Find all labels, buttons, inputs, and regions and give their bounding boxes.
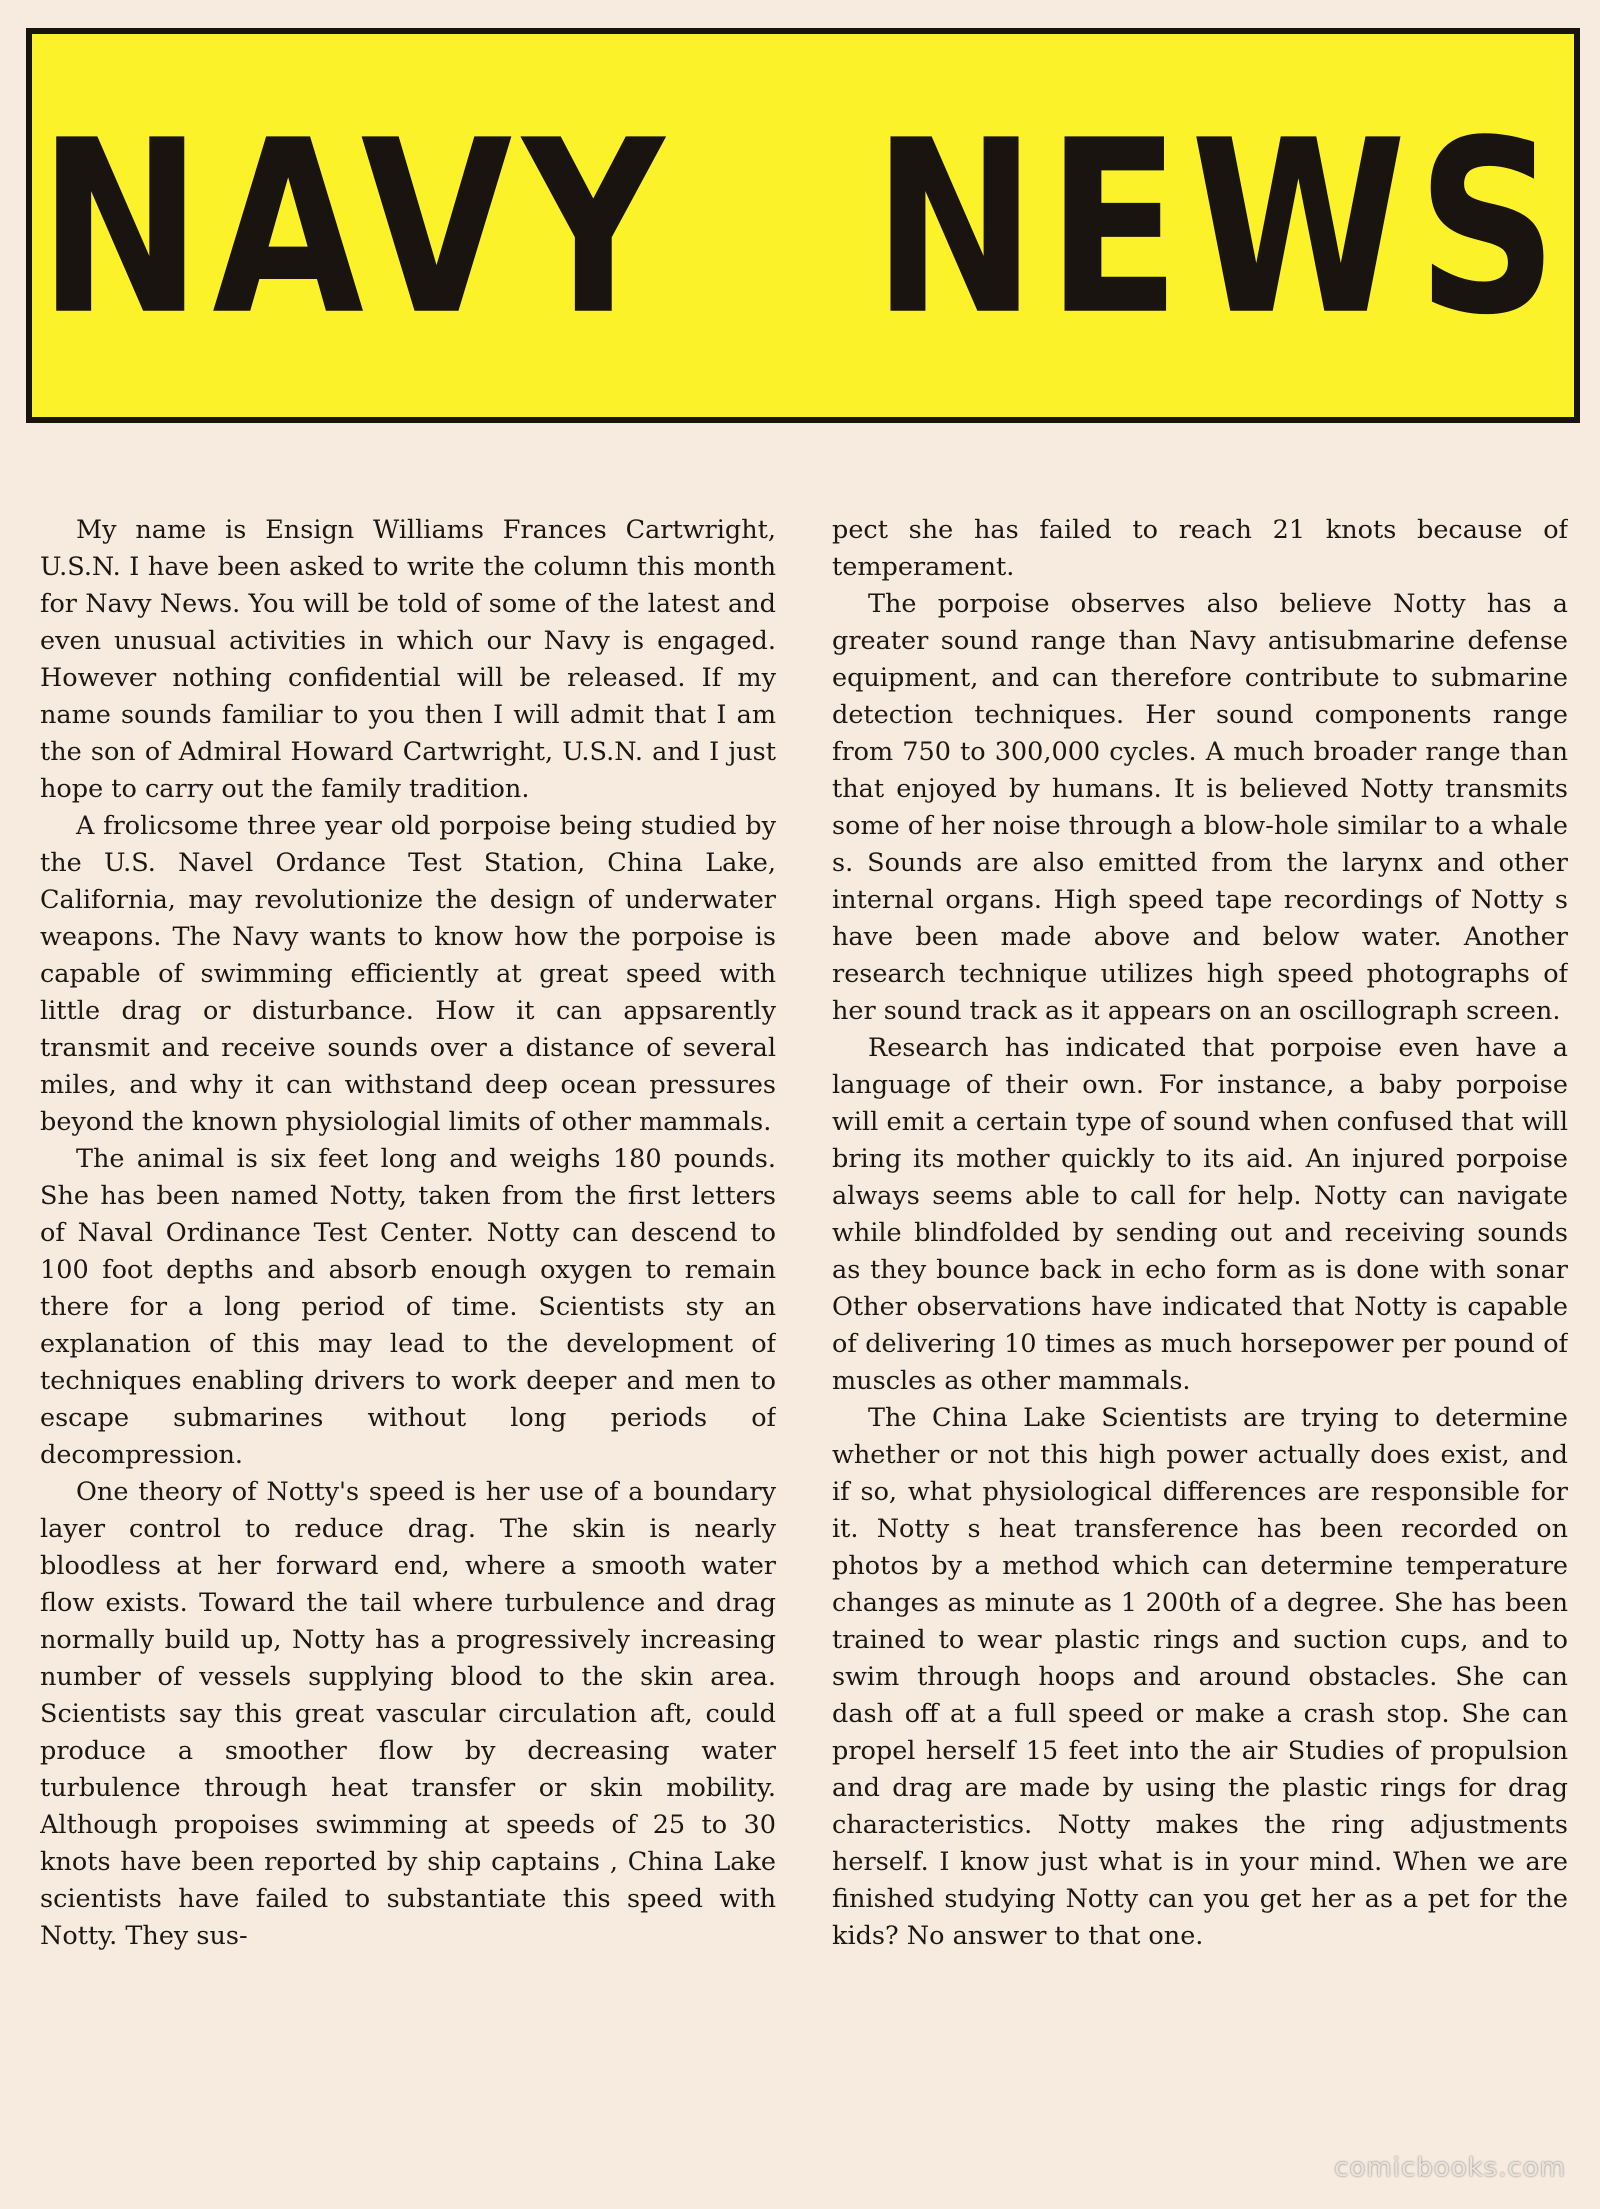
article-column-left: [40, 512, 776, 2172]
paragraph: Research has indicated that porpoise even have a language of their own. For instance, a baby porpoise will emit a certain type of sound when confused that will bring its mother quickly to its aid. An injured porpoise always seems able to call for help. Notty can navigate while blindfolded by sending out and receiving sounds as they bounce back in echo form as is done with sonar Other observations have indicated that Notty is capable of delivering 10 times as much horsepower per pound of muscles as other mammals.: [832, 1033, 1568, 1396]
article-column-right: [832, 512, 1568, 2172]
paragraph: The porpoise observes also believe Notty has a greater sound range than Navy antisubmarine defense equipment, and can therefore contribute to submarine detection techniques. Her sound components range from 750 to 300,000 cycles. A much broader range than that enjoyed by humans. It is believed Notty transmits some of her noise through a blow-hole similar to a whale s. Sounds are also emitted from the larynx and other internal organs. High speed tape recordings of Notty s have been made above and below water. Another research technique utilizes high speed photographs of her sound track as it appears on an oscillograph screen.: [832, 589, 1568, 1026]
paragraph: pect she has failed to reach 21 knots because of temperament.: [832, 515, 1568, 582]
page-title: NAVY NEWS: [38, 89, 1568, 368]
paragraph: The China Lake Scientists are trying to determine whether or not this high power actually does exist, and if so, what physiological differences are responsible for it. Notty s heat transference has been recorded on photos by a method which can determine temperature changes as minute as 1 200th of a degree. She has been trained to wear plastic rings and suction cups, and to swim through hoops and around obstacles. She can dash off at a full speed or make a crash stop. She can propel herself 15 feet into the air Studies of propulsion and drag are made by using the plastic rings for drag characteristics. Notty makes the ring adjustments herself. I know just what is in your mind. When we are finished studying Notty can you get her as a pet for the kids? No answer to that one.: [832, 1403, 1568, 1951]
paragraph: The animal is six feet long and weighs 180 pounds. She has been named Notty, taken from the first letters of Naval Ordinance Test Center. Notty can descend to 100 foot depths and absorb enough oxygen to remain there for a long period of time. Scientists sty an explanation of this may lead to the development of techniques enabling drivers to work deeper and men to escape submarines without long periods of decompression.: [40, 1144, 776, 1470]
article-body: [40, 512, 1568, 2172]
paragraph: My name is Ensign Williams Frances Cartwright, U.S.N. I have been asked to write the column this month for Navy News. You will be told of some of the latest and even unusual activities in which our Navy is engaged. However nothing confidential will be released. If my name sounds familiar to you then I will admit that I am the son of Admiral Howard Cartwright, U.S.N. and I just hope to carry out the family tradition.: [40, 515, 776, 804]
watermark: comicbooks.com: [1334, 2153, 1566, 2183]
paragraph: A frolicsome three year old porpoise being studied by the U.S. Navel Ordance Test Station, China Lake, California, may revolutionize the design of underwater weapons. The Navy wants to know how the porpoise is capable of swimming efficiently at great speed with little drag or disturbance. How it can appsarently transmit and receive sounds over a distance of several miles, and why it can withstand deep ocean pressures beyond the known physiologial limits of other mammals.: [40, 811, 776, 1137]
header-banner: [26, 28, 1580, 423]
paragraph: One theory of Notty's speed is her use of a boundary layer control to reduce drag. The skin is nearly bloodless at her forward end, where a smooth water flow exists. Toward the tail where turbulence and drag normally build up, Notty has a progressively increasing number of vessels supplying blood to the skin area. Scientists say this great vascular circulation aft, could produce a smoother flow by decreasing water turbulence through heat transfer or skin mobility. Although propoises swimming at speeds of 25 to 30 knots have been reported by ship captains , China Lake scientists have failed to substantiate this speed with Notty. They sus-: [40, 1477, 776, 1951]
